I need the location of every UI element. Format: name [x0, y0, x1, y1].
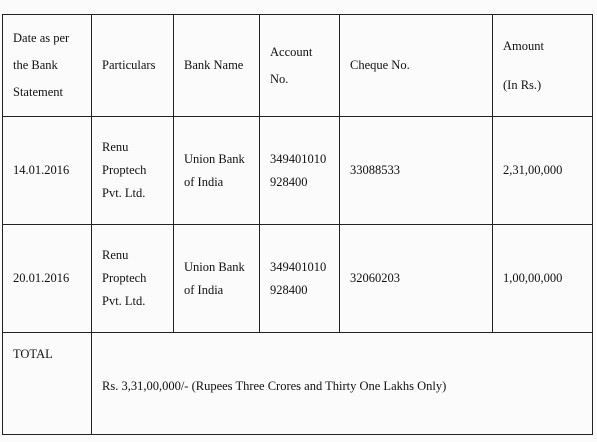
row-particulars — [92, 225, 174, 333]
account-line-1: 349401010 — [270, 259, 327, 274]
header-date-line-3: Statement — [13, 85, 63, 99]
row-particulars — [92, 117, 174, 225]
particulars-line-3: Pvt. Ltd. — [102, 294, 146, 308]
header-amount-line-2: (In Rs.) — [503, 77, 542, 92]
header-row — [3, 15, 593, 117]
particulars-line-1: Renu — [102, 140, 129, 154]
header-date-line-1: Date as per — [13, 31, 70, 45]
particulars-line-3: Pvt. Ltd. — [102, 186, 146, 200]
table-row — [3, 117, 593, 225]
row-bank-name — [174, 225, 260, 333]
row-amount: 1,00,00,000 — [493, 225, 593, 333]
row-date: 14.01.2016 — [3, 117, 92, 225]
header-cheque-no: Cheque No. — [340, 15, 493, 117]
row-date: 20.01.2016 — [3, 225, 92, 333]
header-bank-name: Bank Name — [174, 15, 260, 117]
total-row — [3, 333, 593, 435]
header-amount — [493, 15, 593, 117]
bank-line-1: Union Bank — [184, 151, 245, 166]
header-account-line-2: No. — [270, 71, 289, 86]
particulars-line-1: Renu — [102, 248, 129, 262]
particulars-line-2: Proptech — [102, 163, 147, 177]
total-label: TOTAL — [3, 333, 92, 435]
row-cheque-no: 32060203 — [340, 225, 493, 333]
account-line-1: 349401010 — [270, 151, 327, 166]
header-date — [3, 15, 92, 117]
row-bank-name — [174, 117, 260, 225]
header-account-no — [260, 15, 340, 117]
row-cheque-no: 33088533 — [340, 117, 493, 225]
particulars-line-2: Proptech — [102, 271, 147, 285]
header-date-line-2: the Bank — [13, 58, 58, 72]
bank-statement-table — [2, 14, 593, 435]
table-row — [3, 225, 593, 333]
header-account-line-1: Account — [270, 44, 313, 59]
bank-line-2: of India — [184, 282, 224, 297]
header-particulars: Particulars — [92, 15, 174, 117]
row-amount: 2,31,00,000 — [493, 117, 593, 225]
total-amount-in-words: Rs. 3,31,00,000/- (Rupees Three Crores and Thirty One Lakhs Only) — [92, 333, 593, 435]
account-line-2: 928400 — [270, 282, 308, 297]
header-amount-line-1: Amount — [503, 38, 544, 53]
row-account-no — [260, 117, 340, 225]
row-account-no — [260, 225, 340, 333]
bank-line-1: Union Bank — [184, 259, 245, 274]
bank-line-2: of India — [184, 174, 224, 189]
account-line-2: 928400 — [270, 174, 308, 189]
